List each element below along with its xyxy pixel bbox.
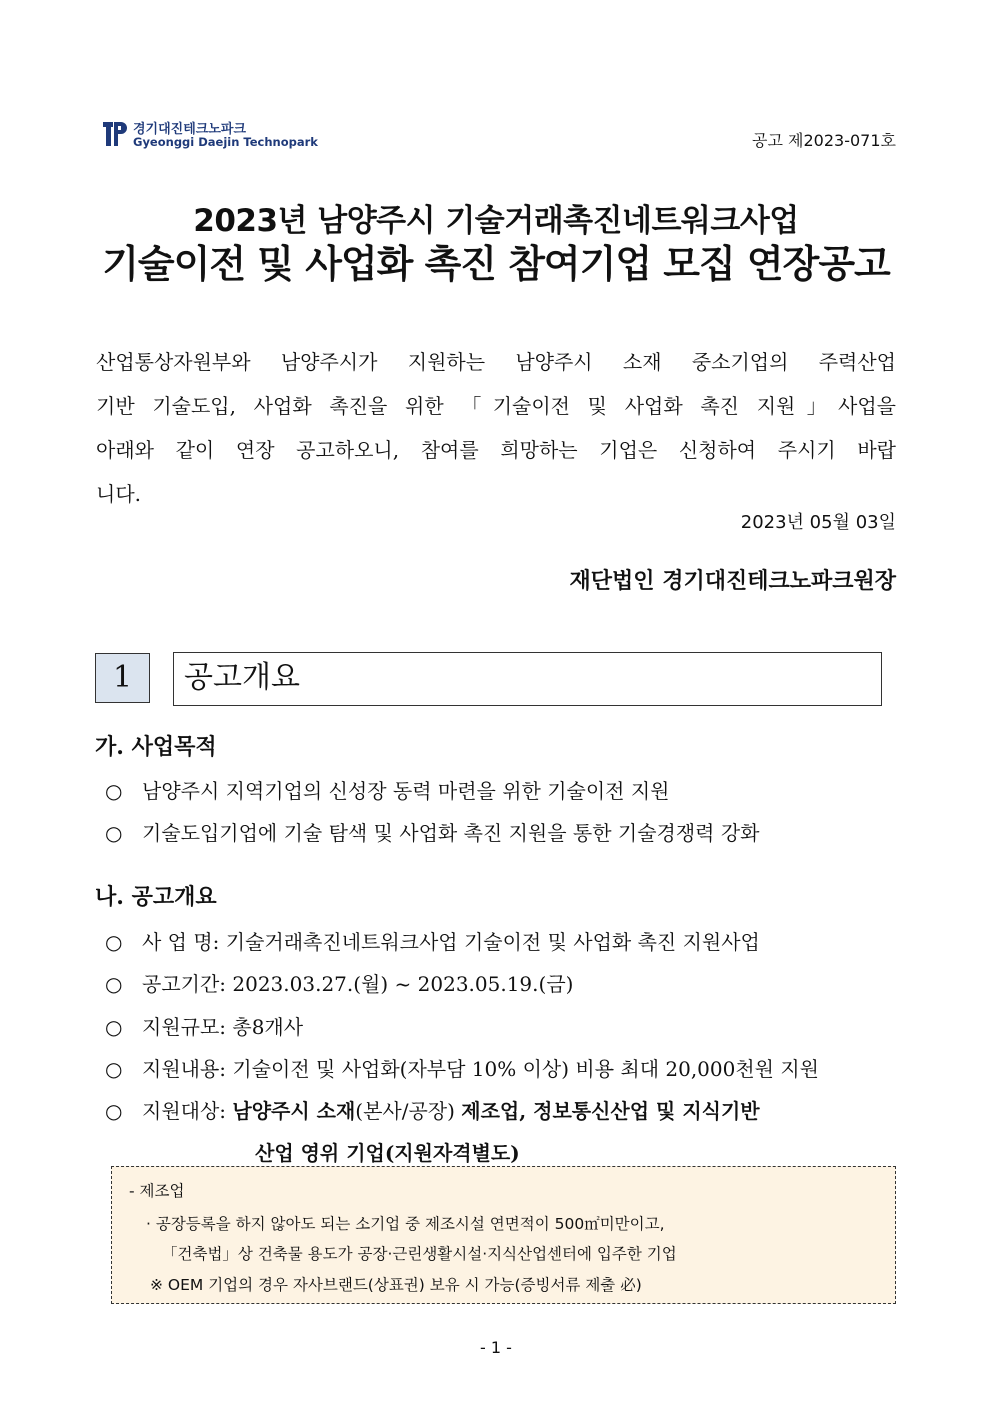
circle-bullet-icon: ○ bbox=[105, 1057, 123, 1081]
page-number: - 1 - bbox=[480, 1338, 512, 1357]
section-title: 공고개요 bbox=[173, 652, 882, 706]
box-line: 「건축법」상 건축물 용도가 공장·근린생활시설·지식산업센터에 입주한 기업 bbox=[162, 1245, 677, 1263]
intro-paragraph bbox=[96, 340, 896, 516]
list-item-text: 지원규모: 총8개사 bbox=[142, 1015, 304, 1039]
box-note: ※ OEM 기업의 경우 자사브랜드(상표권) 보유 시 가능(증빙서류 제출 必) bbox=[150, 1276, 642, 1294]
technopark-logo-icon bbox=[103, 120, 127, 148]
list-item bbox=[105, 1011, 303, 1040]
list-item-text: 사 업 명: 기술거래촉진네트워크사업 기술이전 및 사업화 촉진 지원사업 bbox=[142, 930, 760, 954]
logo-english-text: Gyeonggi Daejin Technopark bbox=[133, 135, 318, 149]
circle-bullet-icon: ○ bbox=[105, 972, 123, 996]
list-item-text: 공고기간: 2023.03.27.(월) ~ 2023.05.19.(금) bbox=[142, 972, 574, 996]
manufacturing-criteria-box bbox=[111, 1166, 896, 1304]
notice-date: 2023년 05월 03일 bbox=[740, 512, 896, 533]
target-line2: 산업 영위 기업(지원자격별도) bbox=[255, 1141, 520, 1165]
circle-bullet-icon: ○ bbox=[105, 779, 123, 803]
circle-bullet-icon: ○ bbox=[105, 821, 123, 845]
target-region: 남양주시 소재 bbox=[232, 1099, 356, 1123]
intro-line: 산업통상자원부와 남양주시가 지원하는 남양주시 소재 중소기업의 주력산업 bbox=[96, 350, 896, 374]
circle-bullet-icon: ○ bbox=[105, 930, 123, 954]
purpose-heading: 가. 사업목적 bbox=[95, 734, 217, 760]
list-item bbox=[105, 968, 573, 997]
organization-logo bbox=[103, 118, 318, 152]
document-title-line1: 2023년 남양주시 기술거래촉진네트워크사업 bbox=[193, 203, 799, 239]
list-item bbox=[105, 775, 670, 804]
issuing-organization: 재단법인 경기대진테크노파크원장 bbox=[569, 568, 896, 594]
list-item-text: 남양주시 지역기업의 신성장 동력 마련을 위한 기술이전 지원 bbox=[142, 779, 670, 803]
circle-bullet-icon: ○ bbox=[105, 1099, 123, 1123]
notice-number: 공고 제2023-071호 bbox=[752, 131, 896, 150]
intro-line: 니다. bbox=[96, 482, 141, 506]
list-item bbox=[105, 926, 760, 955]
section-number: 1 bbox=[95, 653, 150, 703]
list-item bbox=[105, 1053, 819, 1082]
target-industries: 제조업, 정보통신산업 및 지식기반 bbox=[461, 1099, 760, 1123]
overview-heading: 나. 공고개요 bbox=[95, 884, 217, 910]
target-location: (본사/공장) bbox=[355, 1099, 455, 1123]
target-continuation bbox=[255, 1137, 520, 1166]
logo-korean-text: 경기대진테크노파크 bbox=[133, 122, 247, 137]
circle-bullet-icon: ○ bbox=[105, 1015, 123, 1039]
box-line: · 공장등록을 하지 않아도 되는 소기업 중 제조시설 연면적이 500㎡미만이고, bbox=[146, 1215, 665, 1233]
intro-line: 기반 기술도입, 사업화 촉진을 위한 「기술이전 및 사업화 촉진 지원」사업을 bbox=[96, 394, 896, 418]
list-item-target bbox=[105, 1095, 760, 1124]
box-title: - 제조업 bbox=[129, 1182, 185, 1200]
intro-line: 아래와 같이 연장 공고하오니, 참여를 희망하는 기업은 신청하여 주시기 바랍 bbox=[96, 438, 896, 462]
list-item-text: 지원내용: 기술이전 및 사업화(자부담 10% 이상) 비용 최대 20,000천원 지원 bbox=[142, 1057, 819, 1081]
list-item bbox=[105, 817, 760, 846]
list-item-text: 기술도입기업에 기술 탐색 및 사업화 촉진 지원을 통한 기술경쟁력 강화 bbox=[142, 821, 760, 845]
target-label: 지원대상: bbox=[142, 1099, 227, 1123]
document-title-line2: 기술이전 및 사업화 촉진 참여기업 모집 연장공고 bbox=[102, 242, 890, 286]
